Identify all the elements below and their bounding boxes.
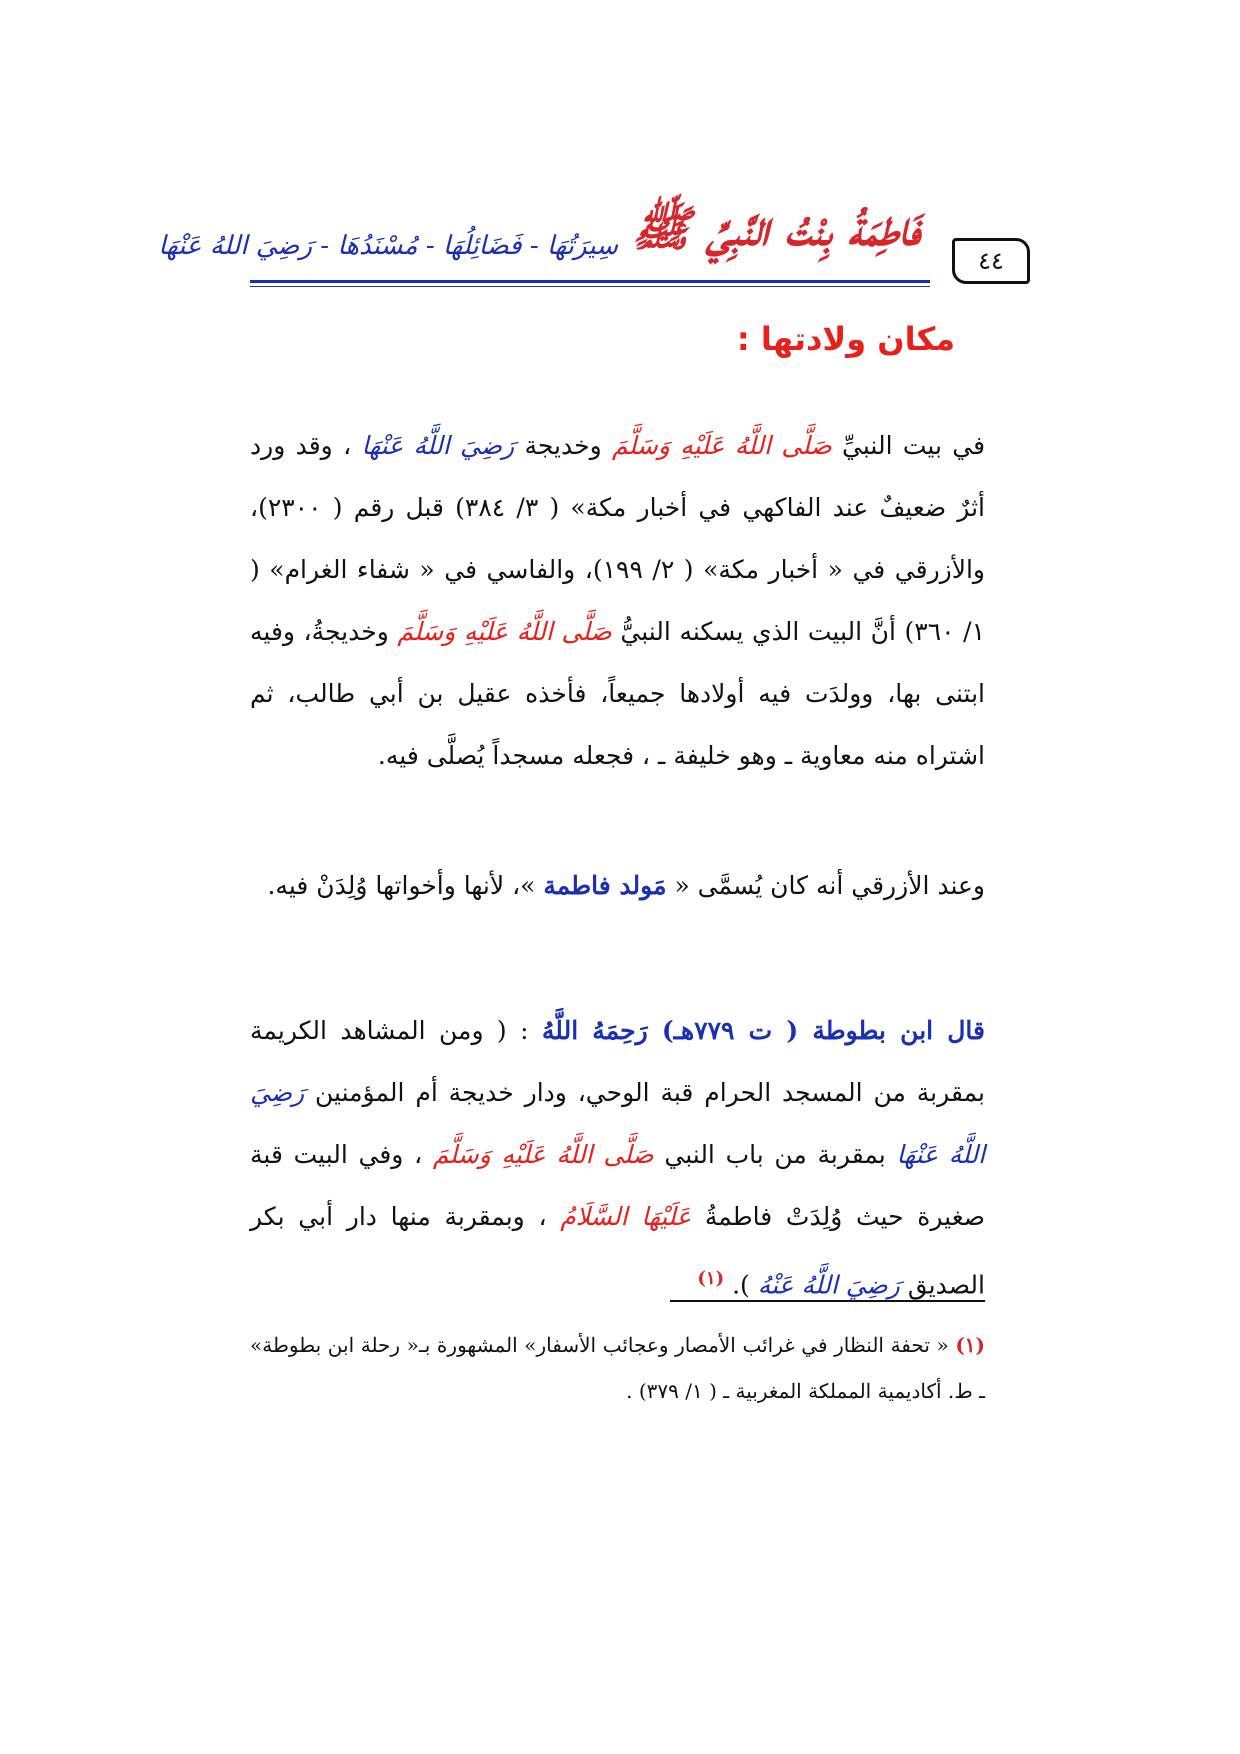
text-span: ). [732, 1270, 750, 1300]
salawat-blessing: صَلَّى اللَّهُ عَلَيْهِ وَسَلَّمَ [612, 431, 832, 460]
text-span: ، وبمقربة منها دار أبي بكر الصديق [250, 1202, 985, 1300]
alayha-salam-blessing: عَلَيْهَا السَّلَامُ [560, 1202, 692, 1231]
header-rule-thin [250, 286, 930, 287]
text-span: : ( ومن المشاهد الكريمة بمقربة من المسجد الحرام قبة الوحي، ودار خديجة أم المؤمنين [250, 1016, 985, 1107]
book-title-subtitle: سِيرَتُهَا - فَضَائِلُهَا - مُسْنَدُهَا - رَضِيَ اللهُ عَنْهَا [158, 231, 618, 261]
text-span: »، لأنها وأخواتها وُلِدَنْ فيه. [267, 871, 536, 900]
footnote-text: « تحفة النظار في غرائب الأمصار وعجائب الأسفار» المشهورة بـ« رحلة ابن بطوطة» ـ ط. أكاديمية المملكة المغربية ـ ( ١/ ٣٧٩) . [250, 1333, 985, 1403]
header-rule [250, 280, 930, 283]
footnote-item [250, 1322, 985, 1414]
footnote-divider [670, 1300, 985, 1302]
quote-lead: قال ابن بطوطة ( ت ٧٧٩هـ) رَحِمَهُ اللَّهُ [541, 1016, 985, 1045]
paragraph-birthplace [250, 415, 985, 787]
footnotes [250, 1322, 985, 1414]
page-header [160, 190, 1030, 290]
paragraph-azraqi [250, 855, 985, 917]
footnote-marker[interactable]: (١) [697, 1268, 725, 1289]
book-title-main: فَاطِمَةُ بِنْتُ النَّبِيِّ ﷺ [632, 201, 920, 257]
highlight-mawlid-fatima: مَولد فاطمة [543, 871, 667, 900]
radiya-blessing: رَضِيَ اللَّهُ عَنْهُ [757, 1270, 900, 1300]
text-span: ، وقد ورد أثرٌ ضعيفٌ عند الفاكهي في أخبار مكة» ( ٣/ ٣٨٤) قبل رقم ( ٢٣٠٠)، والأزرقي في « أخبار مكة» ( ٢/ ١٩٩)، والفاسي في « شفاء الغرام» ( ١/ ٣٦٠) أنَّ البيت الذي يسكنه النبيُّ [250, 431, 986, 646]
text-span: ، وفي البيت قبة صغيرة حيث وُلِدَتْ فاطمةُ [250, 1140, 985, 1231]
paragraph-ibn-battuta [250, 1000, 985, 1316]
footnote-number: (١) [955, 1333, 986, 1357]
section-heading: مكان ولادتها : [736, 320, 955, 358]
salawat-blessing: صَلَّى اللَّهُ عَلَيْهِ وَسَلَّمَ [397, 617, 612, 646]
salawat-blessing: صَلَّى اللَّهُ عَلَيْهِ وَسَلَّمَ [432, 1140, 654, 1169]
radiya-blessing: رَضِيَ اللَّهُ عَنْهَا [250, 1078, 986, 1169]
text-span: في بيت النبيِّ [842, 431, 986, 460]
page-number: ٤٤ [952, 238, 1030, 284]
radiya-blessing: رَضِيَ اللَّهُ عَنْهَا [361, 431, 515, 460]
book-title [158, 200, 920, 269]
text-span: بمقربة من باب النبي [664, 1140, 886, 1169]
text-span: وخديجة [524, 431, 602, 460]
text-span: وعند الأزرقي أنه كان يُسمَّى « [674, 871, 985, 900]
text-span: وخديجةُ، وفيه ابتنى بها، وولدَت فيه أولادها جميعاً، فأخذه عقيل بن أبي طالب، ثم اشتراه منه معاوية ـ وهو خليفة ـ ، فجعله مسجداً يُصلَّى فيه. [250, 617, 985, 770]
